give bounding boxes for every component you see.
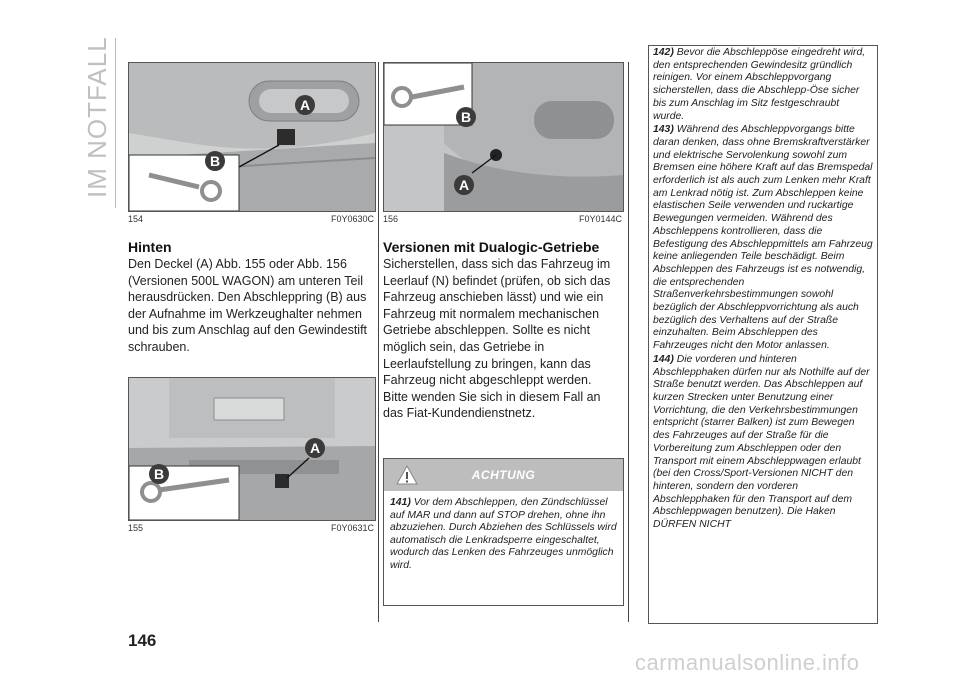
figure-154-illustration [129,63,375,211]
section-divider [115,38,116,208]
warning-box [383,458,624,606]
figure-number: 154 [128,214,144,224]
figure-155 [128,377,376,521]
figure-code: F0Y0144C [578,214,622,224]
note-item [649,353,877,532]
warning-header [384,459,623,491]
callout-b: B [456,107,476,127]
figure-number: 156 [383,214,399,224]
figure-154-caption [128,214,374,224]
callout-b: B [149,464,169,484]
item-number: 143) [653,124,674,136]
paragraph-hinten: Den Deckel (A) Abb. 155 oder Abb. 156 (Versionen 500L WAGON) am unteren Teil herausdrücken. Den Abschleppring (B) aus der Aufnahme im Werkzeughalter nehmen und bis zum Anschlag auf den Gewindestift schrauben. [128,257,368,354]
figure-154 [128,62,376,212]
item-text: Die vorderen und hinteren Abschlepphaken dürfen nur als Nothilfe auf der Straße benutzt werden. Das Abschleppen auf kurzen Strecken unter Benutzung einer Vorrichtung, die den Verkehrsbestimmungen entspricht (starrer Balken) ist zum Bewegen des Fahrzeuges auf der Straße für die Vorbereitung zum Abschleppen oder den Transport mit einem Abschleppwagen erlaubt (bei den Cross/Sport-Versionen NICHT den hinteren, sondern den vorderen Abschlepphaken für den Transport auf dem Abschleppwagen benutzen). Die Haken DÜRFEN NICHT [653,353,870,531]
figure-number: 155 [128,523,144,533]
figure-156-caption [383,214,622,224]
item-text: Während des Abschleppvorgangs bitte daran denken, dass ohne Bremskraftverstärker und elektrische Servolenkung sowohl zum Bremsen eine höhere Kraft auf das Bremspedal erforderlich ist als auch zum Lenken mehr Kraft am Lenkrad nötig ist. Zum Abschleppen keine elastischen Seile verwenden und ruckartige Bewegungen vermeiden. Während des Abschleppens kontrollieren, dass die Befestigung des Abschleppmittels am Fahrzeug keine anliegenden Teile beschädigt. Beim Abschleppen des Fahrzeugs ist es notwendig, die entsprechenden Straßenverkehrsbestimmungen sowohl bezüglich der Abschleppvorrichtung als auch bezüglich des Verhaltens auf der Straße einzuhalten. Beim Abschleppen des Fahrzeuges nicht den Motor anlassen. [653,124,873,352]
page-number: 146 [128,631,157,650]
callout-a: A [454,175,474,195]
item-number: 142) [653,47,674,58]
item-text: Vor dem Abschleppen, den Zündschlüssel auf MAR und dann auf STOP drehen, ohne ihn abzuziehen. Durch Abziehen des Schlüssels wird automatisch die Lenkradsperre eingeschaltet, wodurch das Lenken des Fahrzeuges unmöglich wird. [390,497,617,571]
item-number: 141) [390,497,411,508]
warning-title: ACHTUNG [471,468,536,482]
notes-box [648,45,878,624]
watermark: carmanualsonline.info [635,650,860,675]
paragraph-dualogic: Sicherstellen, dass sich das Fahrzeug im Leerlauf (N) befindet (prüfen, ob sich das Fahrzeug anschieben lässt) und wie ein Fahrzeug mit normalem mechanischen Getriebe abschleppen. Sollte es nicht möglich sein, das Getriebe in Leerlaufstellung zu bringen, kann das Fahrzeug nicht abgeschleppt werden. Bitte wenden Sie sich in diesem Fall an das Fiat-Kundendienstnetz. [383,257,611,421]
callout-a: A [295,95,315,115]
figure-156 [383,62,624,212]
item-number: 144) [653,353,674,365]
column-divider [628,62,629,622]
figure-155-illustration [129,378,375,520]
figure-155-caption [128,523,374,533]
figure-156-illustration [384,63,623,211]
section-title: IM NOTFALL [82,36,112,198]
callout-b: B [205,151,225,171]
column-divider [378,62,379,622]
warning-item [384,491,623,573]
callout-a: A [305,438,325,458]
heading-hinten: Hinten [128,239,172,255]
note-item [649,46,877,123]
item-text: Bevor die Abschleppöse eingedreht wird, den entsprechenden Gewindesitz gründlich reinigen. Vor einem Abschleppvorgang sicherstellen, dass die Abschlepp-Öse sicher bis zum Anschlag im Sitz festgeschraubt wurde. [653,47,866,122]
note-item [649,123,877,353]
figure-code: F0Y0631C [330,523,374,533]
heading-dualogic: Versionen mit Dualogic-Getriebe [383,239,600,255]
figure-code: F0Y0630C [330,214,374,224]
